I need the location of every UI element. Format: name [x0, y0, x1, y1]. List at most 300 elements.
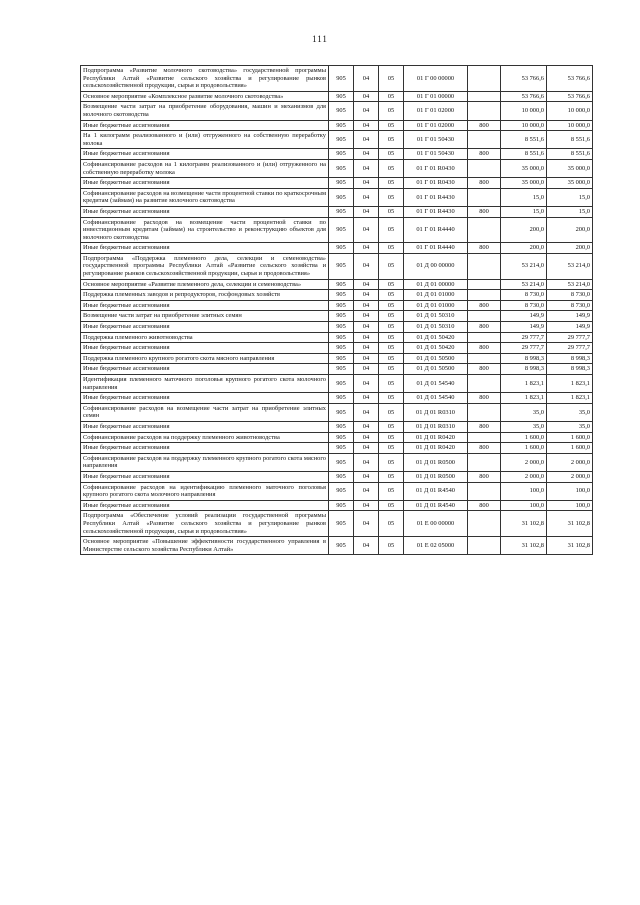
- ministry-code-cell: 905: [329, 375, 354, 393]
- subsection-code-cell: 05: [379, 178, 404, 189]
- amount-year-2-cell: 2 000,0: [547, 471, 593, 482]
- amount-year-1-cell: 1 823,1: [501, 393, 547, 404]
- ministry-code-cell: 905: [329, 243, 354, 254]
- table-row: [81, 343, 593, 354]
- ministry-code-cell: 905: [329, 279, 354, 290]
- section-code-cell: 04: [354, 343, 379, 354]
- table-row: [81, 149, 593, 160]
- subsection-code-cell: 05: [379, 300, 404, 311]
- table-row: [81, 120, 593, 131]
- amount-year-2-cell: 29 777,7: [547, 332, 593, 343]
- table-row: [81, 403, 593, 421]
- section-code-cell: 04: [354, 217, 379, 243]
- target-article-code-cell: 01 Д 01 R0420: [404, 443, 468, 454]
- amount-year-1-cell: 53 214,0: [501, 253, 547, 279]
- expense-type-code-cell: 800: [468, 471, 501, 482]
- expense-type-code-cell: [468, 66, 501, 92]
- ministry-code-cell: 905: [329, 178, 354, 189]
- subsection-code-cell: 05: [379, 364, 404, 375]
- amount-year-1-cell: 1 823,1: [501, 375, 547, 393]
- section-code-cell: 04: [354, 453, 379, 471]
- table-row: [81, 102, 593, 120]
- ministry-code-cell: 905: [329, 188, 354, 206]
- amount-year-2-cell: 8 998,3: [547, 353, 593, 364]
- expenditure-name-cell: Софинансирование расходов на идентификацию племенного маточного поголовья крупного рогатого скота молочного направления: [81, 482, 329, 500]
- expense-type-code-cell: 800: [468, 364, 501, 375]
- target-article-code-cell: 01 Г 01 R0430: [404, 178, 468, 189]
- expenditure-name-cell: Поддержка племенного крупного рогатого скота мясного направления: [81, 353, 329, 364]
- ministry-code-cell: 905: [329, 311, 354, 322]
- target-article-code-cell: 01 Д 01 R4540: [404, 500, 468, 511]
- amount-year-1-cell: 8 998,3: [501, 364, 547, 375]
- ministry-code-cell: 905: [329, 364, 354, 375]
- expense-type-code-cell: [468, 453, 501, 471]
- subsection-code-cell: 05: [379, 353, 404, 364]
- table-row: [81, 375, 593, 393]
- table-row: [81, 432, 593, 443]
- table-row: [81, 300, 593, 311]
- subsection-code-cell: 05: [379, 243, 404, 254]
- table-row: [81, 178, 593, 189]
- expense-type-code-cell: 800: [468, 149, 501, 160]
- subsection-code-cell: 05: [379, 500, 404, 511]
- subsection-code-cell: 05: [379, 537, 404, 555]
- amount-year-2-cell: 149,9: [547, 322, 593, 333]
- target-article-code-cell: 01 Д 01 50500: [404, 353, 468, 364]
- target-article-code-cell: 01 Д 00 00000: [404, 253, 468, 279]
- expenditure-name-cell: Иные бюджетные ассигнования: [81, 421, 329, 432]
- amount-year-1-cell: 8 551,6: [501, 131, 547, 149]
- subsection-code-cell: 05: [379, 403, 404, 421]
- amount-year-2-cell: 53 766,6: [547, 91, 593, 102]
- expenditure-name-cell: Основное мероприятие «Развитие племенного дела, селекции и семеноводства»: [81, 279, 329, 290]
- amount-year-1-cell: 149,9: [501, 322, 547, 333]
- budget-table: [80, 65, 593, 555]
- amount-year-1-cell: 200,0: [501, 243, 547, 254]
- amount-year-1-cell: 35 000,0: [501, 178, 547, 189]
- target-article-code-cell: 01 Д 01 54540: [404, 375, 468, 393]
- expenditure-name-cell: Иные бюджетные ассигнования: [81, 206, 329, 217]
- amount-year-1-cell: 10 000,0: [501, 102, 547, 120]
- amount-year-1-cell: 31 102,8: [501, 537, 547, 555]
- subsection-code-cell: 05: [379, 91, 404, 102]
- section-code-cell: 04: [354, 511, 379, 537]
- table-row: [81, 66, 593, 92]
- section-code-cell: 04: [354, 537, 379, 555]
- amount-year-2-cell: 8 730,0: [547, 290, 593, 301]
- expenditure-name-cell: На 1 килограмм реализованного и (или) отгруженного на собственную переработку молока: [81, 131, 329, 149]
- subsection-code-cell: 05: [379, 375, 404, 393]
- amount-year-1-cell: 149,9: [501, 311, 547, 322]
- expenditure-name-cell: Иные бюджетные ассигнования: [81, 471, 329, 482]
- ministry-code-cell: 905: [329, 332, 354, 343]
- target-article-code-cell: 01 Д 01 01000: [404, 290, 468, 301]
- target-article-code-cell: 01 Г 01 R0430: [404, 159, 468, 177]
- expense-type-code-cell: [468, 217, 501, 243]
- target-article-code-cell: 01 Д 01 54540: [404, 393, 468, 404]
- expenditure-name-cell: Иные бюджетные ассигнования: [81, 364, 329, 375]
- target-article-code-cell: 01 Г 01 00000: [404, 91, 468, 102]
- ministry-code-cell: 905: [329, 537, 354, 555]
- target-article-code-cell: 01 Д 01 R0500: [404, 453, 468, 471]
- expenditure-name-cell: Иные бюджетные ассигнования: [81, 343, 329, 354]
- target-article-code-cell: 01 Г 01 R4430: [404, 188, 468, 206]
- amount-year-1-cell: 8 730,0: [501, 290, 547, 301]
- expenditure-name-cell: Подпрограмма «Развитие молочного скотоводства» государственной программы Республики Алтай «Развитие сельского хозяйства и регулирование рынков сельскохозяйственной продукции, сырья и продовольствия»: [81, 66, 329, 92]
- section-code-cell: 04: [354, 290, 379, 301]
- target-article-code-cell: 01 Д 01 R0310: [404, 421, 468, 432]
- subsection-code-cell: 05: [379, 206, 404, 217]
- amount-year-1-cell: 100,0: [501, 482, 547, 500]
- amount-year-2-cell: 8 551,6: [547, 131, 593, 149]
- expense-type-code-cell: [468, 91, 501, 102]
- expense-type-code-cell: 800: [468, 178, 501, 189]
- expenditure-name-cell: Софинансирование расходов на поддержку племенного животноводства: [81, 432, 329, 443]
- amount-year-2-cell: 1 600,0: [547, 432, 593, 443]
- section-code-cell: 04: [354, 393, 379, 404]
- ministry-code-cell: 905: [329, 482, 354, 500]
- ministry-code-cell: 905: [329, 343, 354, 354]
- amount-year-2-cell: 35,0: [547, 421, 593, 432]
- target-article-code-cell: 01 Д 01 50310: [404, 311, 468, 322]
- section-code-cell: 04: [354, 91, 379, 102]
- section-code-cell: 04: [354, 403, 379, 421]
- subsection-code-cell: 05: [379, 66, 404, 92]
- expense-type-code-cell: 800: [468, 243, 501, 254]
- section-code-cell: 04: [354, 120, 379, 131]
- section-code-cell: 04: [354, 322, 379, 333]
- target-article-code-cell: 01 Г 01 R4440: [404, 217, 468, 243]
- subsection-code-cell: 05: [379, 443, 404, 454]
- expense-type-code-cell: 800: [468, 443, 501, 454]
- table-row: [81, 353, 593, 364]
- subsection-code-cell: 05: [379, 453, 404, 471]
- amount-year-2-cell: 1 600,0: [547, 443, 593, 454]
- amount-year-2-cell: 35,0: [547, 403, 593, 421]
- amount-year-2-cell: 1 823,1: [547, 375, 593, 393]
- expense-type-code-cell: [468, 311, 501, 322]
- expenditure-name-cell: Поддержка племенного животноводства: [81, 332, 329, 343]
- ministry-code-cell: 905: [329, 120, 354, 131]
- expenditure-name-cell: Основное мероприятие «Повышение эффективности государственного управления в Министерстве сельского хозяйства Республики Алтай»: [81, 537, 329, 555]
- section-code-cell: 04: [354, 279, 379, 290]
- subsection-code-cell: 05: [379, 332, 404, 343]
- section-code-cell: 04: [354, 300, 379, 311]
- expense-type-code-cell: 800: [468, 393, 501, 404]
- expense-type-code-cell: [468, 102, 501, 120]
- section-code-cell: 04: [354, 364, 379, 375]
- amount-year-1-cell: 35,0: [501, 403, 547, 421]
- expense-type-code-cell: [468, 482, 501, 500]
- expense-type-code-cell: 800: [468, 500, 501, 511]
- amount-year-1-cell: 1 600,0: [501, 443, 547, 454]
- expense-type-code-cell: 800: [468, 206, 501, 217]
- subsection-code-cell: 05: [379, 159, 404, 177]
- subsection-code-cell: 05: [379, 511, 404, 537]
- expenditure-name-cell: Возмещение части затрат на приобретение оборудования, машин и механизмов для молочного скотоводства: [81, 102, 329, 120]
- expenditure-name-cell: Иные бюджетные ассигнования: [81, 149, 329, 160]
- table-row: [81, 253, 593, 279]
- table-row: [81, 443, 593, 454]
- amount-year-2-cell: 200,0: [547, 243, 593, 254]
- table-row: [81, 537, 593, 555]
- amount-year-2-cell: 29 777,7: [547, 343, 593, 354]
- amount-year-1-cell: 15,0: [501, 206, 547, 217]
- section-code-cell: 04: [354, 131, 379, 149]
- ministry-code-cell: 905: [329, 206, 354, 217]
- section-code-cell: 04: [354, 159, 379, 177]
- ministry-code-cell: 905: [329, 159, 354, 177]
- amount-year-1-cell: 29 777,7: [501, 332, 547, 343]
- amount-year-1-cell: 2 000,0: [501, 471, 547, 482]
- ministry-code-cell: 905: [329, 66, 354, 92]
- target-article-code-cell: 01 Е 02 05000: [404, 537, 468, 555]
- amount-year-1-cell: 10 000,0: [501, 120, 547, 131]
- target-article-code-cell: 01 Д 01 R0310: [404, 403, 468, 421]
- ministry-code-cell: 905: [329, 471, 354, 482]
- amount-year-2-cell: 8 551,6: [547, 149, 593, 160]
- subsection-code-cell: 05: [379, 290, 404, 301]
- ministry-code-cell: 905: [329, 393, 354, 404]
- ministry-code-cell: 905: [329, 253, 354, 279]
- table-row: [81, 364, 593, 375]
- expense-type-code-cell: 800: [468, 120, 501, 131]
- table-row: [81, 471, 593, 482]
- expense-type-code-cell: 800: [468, 300, 501, 311]
- expenditure-name-cell: Основное мероприятие «Комплексное развитие молочного скотоводства»: [81, 91, 329, 102]
- amount-year-2-cell: 35 000,0: [547, 159, 593, 177]
- target-article-code-cell: 01 Д 01 R0420: [404, 432, 468, 443]
- table-row: [81, 482, 593, 500]
- section-code-cell: 04: [354, 253, 379, 279]
- amount-year-1-cell: 8 998,3: [501, 353, 547, 364]
- expenditure-name-cell: Иные бюджетные ассигнования: [81, 443, 329, 454]
- subsection-code-cell: 05: [379, 471, 404, 482]
- target-article-code-cell: 01 Г 01 R4430: [404, 206, 468, 217]
- section-code-cell: 04: [354, 311, 379, 322]
- ministry-code-cell: 905: [329, 102, 354, 120]
- ministry-code-cell: 905: [329, 421, 354, 432]
- subsection-code-cell: 05: [379, 188, 404, 206]
- target-article-code-cell: 01 Д 01 01000: [404, 300, 468, 311]
- target-article-code-cell: 01 Д 01 R4540: [404, 482, 468, 500]
- expense-type-code-cell: [468, 375, 501, 393]
- target-article-code-cell: 01 Д 01 50500: [404, 364, 468, 375]
- subsection-code-cell: 05: [379, 253, 404, 279]
- expenditure-name-cell: Софинансирование расходов на 1 килограмм реализованного и (или) отгруженного на собственную переработку молока: [81, 159, 329, 177]
- target-article-code-cell: 01 Д 01 50420: [404, 343, 468, 354]
- amount-year-1-cell: 31 102,8: [501, 511, 547, 537]
- target-article-code-cell: 01 Г 01 50430: [404, 149, 468, 160]
- target-article-code-cell: 01 Г 01 R4440: [404, 243, 468, 254]
- expense-type-code-cell: [468, 432, 501, 443]
- amount-year-2-cell: 2 000,0: [547, 453, 593, 471]
- expenditure-name-cell: Иные бюджетные ассигнования: [81, 393, 329, 404]
- table-row: [81, 131, 593, 149]
- amount-year-1-cell: 35,0: [501, 421, 547, 432]
- ministry-code-cell: 905: [329, 217, 354, 243]
- expenditure-name-cell: Иные бюджетные ассигнования: [81, 243, 329, 254]
- amount-year-1-cell: 29 777,7: [501, 343, 547, 354]
- amount-year-2-cell: 53 766,6: [547, 66, 593, 92]
- expense-type-code-cell: 800: [468, 322, 501, 333]
- table-row: [81, 159, 593, 177]
- subsection-code-cell: 05: [379, 102, 404, 120]
- ministry-code-cell: 905: [329, 432, 354, 443]
- section-code-cell: 04: [354, 206, 379, 217]
- subsection-code-cell: 05: [379, 393, 404, 404]
- amount-year-1-cell: 8 551,6: [501, 149, 547, 160]
- section-code-cell: 04: [354, 500, 379, 511]
- section-code-cell: 04: [354, 375, 379, 393]
- amount-year-1-cell: 100,0: [501, 500, 547, 511]
- ministry-code-cell: 905: [329, 453, 354, 471]
- target-article-code-cell: 01 Д 01 50310: [404, 322, 468, 333]
- amount-year-2-cell: 53 214,0: [547, 253, 593, 279]
- table-row: [81, 421, 593, 432]
- table-row: [81, 322, 593, 333]
- ministry-code-cell: 905: [329, 403, 354, 421]
- amount-year-2-cell: 31 102,8: [547, 537, 593, 555]
- table-row: [81, 188, 593, 206]
- expense-type-code-cell: [468, 131, 501, 149]
- amount-year-2-cell: 10 000,0: [547, 120, 593, 131]
- section-code-cell: 04: [354, 66, 379, 92]
- table-row: [81, 311, 593, 322]
- ministry-code-cell: 905: [329, 131, 354, 149]
- expense-type-code-cell: [468, 537, 501, 555]
- table-row: [81, 453, 593, 471]
- subsection-code-cell: 05: [379, 311, 404, 322]
- amount-year-1-cell: 200,0: [501, 217, 547, 243]
- section-code-cell: 04: [354, 443, 379, 454]
- ministry-code-cell: 905: [329, 443, 354, 454]
- expenditure-name-cell: Иные бюджетные ассигнования: [81, 500, 329, 511]
- table-row: [81, 206, 593, 217]
- expenditure-name-cell: Иные бюджетные ассигнования: [81, 178, 329, 189]
- section-code-cell: 04: [354, 188, 379, 206]
- target-article-code-cell: 01 Г 01 02000: [404, 102, 468, 120]
- table-row: [81, 91, 593, 102]
- ministry-code-cell: 905: [329, 353, 354, 364]
- expense-type-code-cell: [468, 403, 501, 421]
- table-row: [81, 217, 593, 243]
- ministry-code-cell: 905: [329, 322, 354, 333]
- subsection-code-cell: 05: [379, 322, 404, 333]
- target-article-code-cell: 01 Г 01 50430: [404, 131, 468, 149]
- amount-year-2-cell: 15,0: [547, 206, 593, 217]
- amount-year-1-cell: 35 000,0: [501, 159, 547, 177]
- amount-year-1-cell: 53 214,0: [501, 279, 547, 290]
- ministry-code-cell: 905: [329, 290, 354, 301]
- expenditure-name-cell: Иные бюджетные ассигнования: [81, 322, 329, 333]
- amount-year-2-cell: 15,0: [547, 188, 593, 206]
- amount-year-1-cell: 53 766,6: [501, 91, 547, 102]
- expense-type-code-cell: [468, 511, 501, 537]
- target-article-code-cell: 01 Д 01 R0500: [404, 471, 468, 482]
- amount-year-2-cell: 100,0: [547, 500, 593, 511]
- amount-year-1-cell: 53 766,6: [501, 66, 547, 92]
- expense-type-code-cell: 800: [468, 421, 501, 432]
- table-row: [81, 511, 593, 537]
- ministry-code-cell: 905: [329, 149, 354, 160]
- subsection-code-cell: 05: [379, 482, 404, 500]
- target-article-code-cell: 01 Г 01 02000: [404, 120, 468, 131]
- expenditure-name-cell: Иные бюджетные ассигнования: [81, 300, 329, 311]
- amount-year-2-cell: 35 000,0: [547, 178, 593, 189]
- subsection-code-cell: 05: [379, 279, 404, 290]
- ministry-code-cell: 905: [329, 500, 354, 511]
- amount-year-2-cell: 53 214,0: [547, 279, 593, 290]
- expenditure-name-cell: Софинансирование расходов на возмещение части процентной ставки по краткосрочным кредитам (займам) на развитие молочного скотоводства: [81, 188, 329, 206]
- section-code-cell: 04: [354, 471, 379, 482]
- target-article-code-cell: 01 Д 01 00000: [404, 279, 468, 290]
- amount-year-2-cell: 100,0: [547, 482, 593, 500]
- budget-table-body: [81, 66, 593, 555]
- amount-year-2-cell: 149,9: [547, 311, 593, 322]
- amount-year-1-cell: 15,0: [501, 188, 547, 206]
- amount-year-2-cell: 200,0: [547, 217, 593, 243]
- subsection-code-cell: 05: [379, 217, 404, 243]
- subsection-code-cell: 05: [379, 421, 404, 432]
- expenditure-name-cell: Идентификация племенного маточного поголовья крупного рогатого скота молочного направления: [81, 375, 329, 393]
- ministry-code-cell: 905: [329, 300, 354, 311]
- table-row: [81, 393, 593, 404]
- expense-type-code-cell: 800: [468, 343, 501, 354]
- ministry-code-cell: 905: [329, 91, 354, 102]
- amount-year-2-cell: 31 102,8: [547, 511, 593, 537]
- section-code-cell: 04: [354, 353, 379, 364]
- subsection-code-cell: 05: [379, 149, 404, 160]
- subsection-code-cell: 05: [379, 120, 404, 131]
- target-article-code-cell: 01 Д 01 50420: [404, 332, 468, 343]
- section-code-cell: 04: [354, 421, 379, 432]
- amount-year-2-cell: 10 000,0: [547, 102, 593, 120]
- expense-type-code-cell: [468, 159, 501, 177]
- section-code-cell: 04: [354, 332, 379, 343]
- expenditure-name-cell: Софинансирование расходов на возмещение части процентной ставки по инвестиционным кредитам (займам) на строительство и реконструкцию объектов для молочного скотоводства: [81, 217, 329, 243]
- expenditure-name-cell: Поддержка племенных заводов и репродукторов, госфондовых хозяйств: [81, 290, 329, 301]
- ministry-code-cell: 905: [329, 511, 354, 537]
- expense-type-code-cell: [468, 332, 501, 343]
- page-number: 111: [312, 34, 328, 44]
- target-article-code-cell: 01 Г 00 00000: [404, 66, 468, 92]
- subsection-code-cell: 05: [379, 343, 404, 354]
- expense-type-code-cell: [468, 253, 501, 279]
- amount-year-1-cell: 2 000,0: [501, 453, 547, 471]
- expense-type-code-cell: [468, 353, 501, 364]
- expense-type-code-cell: [468, 290, 501, 301]
- expenditure-name-cell: Софинансирование расходов на поддержку племенного крупного рогатого скота мясного направления: [81, 453, 329, 471]
- expense-type-code-cell: [468, 188, 501, 206]
- expense-type-code-cell: [468, 279, 501, 290]
- section-code-cell: 04: [354, 102, 379, 120]
- amount-year-1-cell: 8 730,0: [501, 300, 547, 311]
- section-code-cell: 04: [354, 243, 379, 254]
- subsection-code-cell: 05: [379, 131, 404, 149]
- target-article-code-cell: 01 Е 00 00000: [404, 511, 468, 537]
- amount-year-2-cell: 8 998,3: [547, 364, 593, 375]
- section-code-cell: 04: [354, 432, 379, 443]
- amount-year-2-cell: 8 730,0: [547, 300, 593, 311]
- expenditure-name-cell: Подпрограмма «Поддержка племенного дела, селекции и семеноводства» государственной программы Республики Алтай «Развитие сельского хозяйства и регулирование рынков сельскохозяйственной продукции, сырья и продовольствия»: [81, 253, 329, 279]
- expenditure-name-cell: Софинансирование расходов на возмещение части затрат на приобретение элитных семян: [81, 403, 329, 421]
- table-row: [81, 243, 593, 254]
- table-row: [81, 500, 593, 511]
- section-code-cell: 04: [354, 149, 379, 160]
- expenditure-name-cell: Возмещение части затрат на приобретение элитных семян: [81, 311, 329, 322]
- section-code-cell: 04: [354, 482, 379, 500]
